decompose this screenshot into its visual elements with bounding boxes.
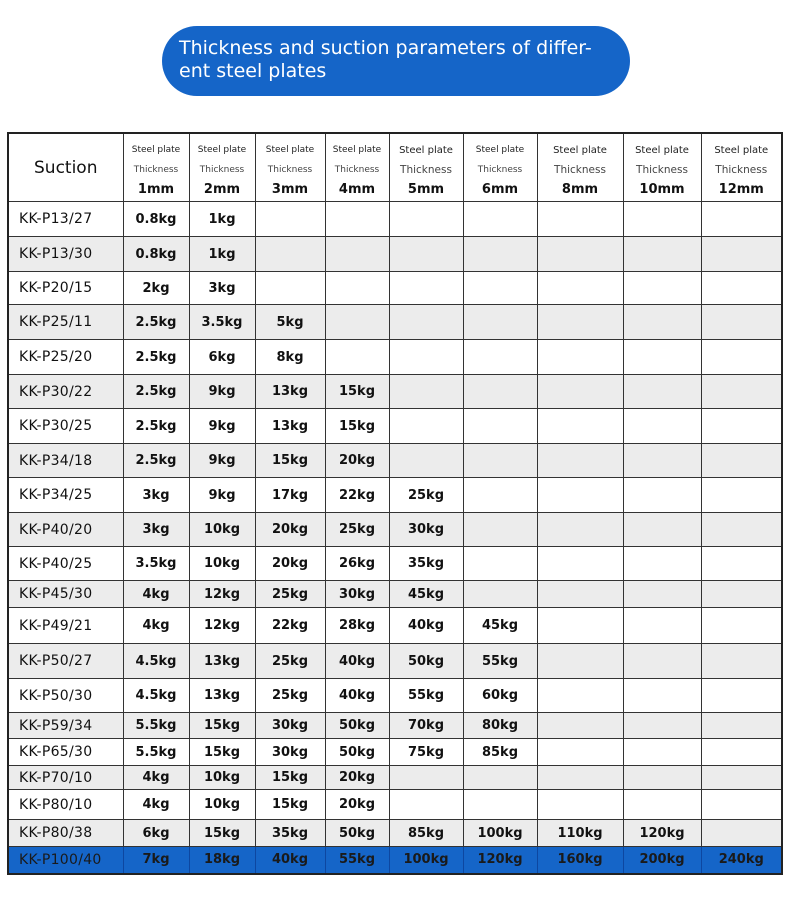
suction-value-cell: [255, 272, 325, 305]
suction-value-cell: 9kg: [189, 375, 255, 409]
suction-value-cell: [537, 547, 623, 581]
suction-value-cell: 2.5kg: [123, 444, 189, 478]
suction-value-cell: [463, 272, 537, 305]
suction-value-cell: 18kg: [189, 847, 255, 874]
model-cell: KK-P25/20: [8, 340, 123, 375]
suction-value-cell: 55kg: [463, 644, 537, 679]
suction-value-cell: [463, 375, 537, 409]
suction-value-cell: 15kg: [325, 409, 389, 444]
suction-value-cell: 15kg: [189, 739, 255, 766]
model-cell: KK-P30/22: [8, 375, 123, 409]
suction-value-cell: [537, 766, 623, 790]
suction-value-cell: 10kg: [189, 766, 255, 790]
suction-value-cell: 8kg: [255, 340, 325, 375]
table-row: [8, 644, 782, 679]
suction-value-cell: 5.5kg: [123, 713, 189, 739]
header-line1: Steel plate: [714, 145, 769, 156]
suction-table: [7, 132, 783, 875]
suction-value-cell: 15kg: [189, 713, 255, 739]
suction-value-cell: [463, 409, 537, 444]
table-row: [8, 679, 782, 713]
suction-value-cell: 3.5kg: [123, 547, 189, 581]
header-line1: Steel plate: [197, 145, 247, 155]
suction-value-cell: 240kg: [701, 847, 782, 874]
suction-value-cell: 4kg: [123, 766, 189, 790]
suction-value-cell: [623, 739, 701, 766]
suction-value-cell: [701, 644, 782, 679]
suction-value-cell: 3kg: [123, 513, 189, 547]
suction-value-cell: 15kg: [189, 820, 255, 847]
suction-value-cell: [463, 790, 537, 820]
suction-value-cell: [537, 444, 623, 478]
suction-value-cell: [623, 608, 701, 644]
suction-value-cell: 100kg: [463, 820, 537, 847]
suction-value-cell: [537, 739, 623, 766]
suction-value-cell: 75kg: [389, 739, 463, 766]
thickness-header-2mm: [189, 133, 255, 202]
model-cell: KK-P40/25: [8, 547, 123, 581]
header-line1: Steel plate: [475, 145, 525, 155]
suction-value-cell: 10kg: [189, 513, 255, 547]
header-line2: Thickness: [267, 165, 313, 175]
suction-value-cell: 120kg: [623, 820, 701, 847]
suction-value-cell: 13kg: [189, 644, 255, 679]
suction-value-cell: 6kg: [189, 340, 255, 375]
suction-value-cell: [463, 581, 537, 608]
thickness-header-12mm: [701, 133, 782, 202]
table-row: [8, 237, 782, 272]
table-row: [8, 305, 782, 340]
page-title: Thickness and suction parameters of differ- ent steel plates: [162, 26, 630, 96]
suction-value-cell: [255, 237, 325, 272]
suction-value-cell: 40kg: [389, 608, 463, 644]
suction-value-cell: [463, 202, 537, 237]
suction-value-cell: [701, 272, 782, 305]
suction-value-cell: [389, 375, 463, 409]
thickness-header-5mm: [389, 133, 463, 202]
suction-value-cell: [463, 340, 537, 375]
header-thickness: 8mm: [561, 182, 599, 197]
table-row-highlight: [8, 847, 782, 874]
suction-value-cell: [537, 237, 623, 272]
suction-value-cell: [701, 679, 782, 713]
table-row: [8, 790, 782, 820]
header-line2: Thickness: [199, 165, 245, 175]
suction-value-cell: [537, 340, 623, 375]
model-cell: KK-P65/30: [8, 739, 123, 766]
suction-value-cell: [463, 237, 537, 272]
suction-value-cell: 15kg: [255, 444, 325, 478]
suction-value-cell: [701, 820, 782, 847]
model-cell: KK-P34/25: [8, 478, 123, 513]
suction-value-cell: 25kg: [389, 478, 463, 513]
suction-value-cell: 120kg: [463, 847, 537, 874]
table-row: [8, 713, 782, 739]
table-row: [8, 608, 782, 644]
suction-value-cell: [623, 444, 701, 478]
suction-value-cell: 13kg: [189, 679, 255, 713]
header-line2: Thickness: [133, 165, 179, 175]
table-row: [8, 340, 782, 375]
header-line2: Thickness: [715, 164, 768, 176]
suction-value-cell: [623, 766, 701, 790]
suction-value-cell: [325, 202, 389, 237]
model-cell: KK-P59/34: [8, 713, 123, 739]
suction-value-cell: [537, 513, 623, 547]
header-line1: Steel plate: [131, 145, 181, 155]
suction-header: Suction: [8, 133, 123, 202]
suction-value-cell: [623, 202, 701, 237]
suction-value-cell: 10kg: [189, 547, 255, 581]
suction-value-cell: [389, 202, 463, 237]
suction-value-cell: 35kg: [255, 820, 325, 847]
suction-value-cell: 3.5kg: [189, 305, 255, 340]
suction-value-cell: 15kg: [325, 375, 389, 409]
suction-value-cell: [701, 547, 782, 581]
suction-value-cell: 20kg: [325, 790, 389, 820]
suction-value-cell: 40kg: [325, 644, 389, 679]
suction-value-cell: 2.5kg: [123, 305, 189, 340]
suction-value-cell: [623, 237, 701, 272]
header-thickness: 2mm: [203, 182, 241, 197]
header-thickness: 12mm: [718, 182, 764, 197]
suction-value-cell: 20kg: [255, 547, 325, 581]
header-line2: Thickness: [477, 165, 523, 175]
suction-value-cell: [537, 790, 623, 820]
suction-value-cell: 70kg: [389, 713, 463, 739]
suction-value-cell: 26kg: [325, 547, 389, 581]
suction-value-cell: [701, 444, 782, 478]
suction-value-cell: [701, 202, 782, 237]
suction-value-cell: 4kg: [123, 608, 189, 644]
suction-value-cell: [623, 581, 701, 608]
header-thickness: 4mm: [338, 182, 376, 197]
table-row: [8, 547, 782, 581]
suction-value-cell: [623, 679, 701, 713]
suction-value-cell: 30kg: [389, 513, 463, 547]
header-thickness: 5mm: [407, 182, 445, 197]
suction-value-cell: 45kg: [463, 608, 537, 644]
suction-value-cell: 20kg: [325, 766, 389, 790]
suction-value-cell: 25kg: [325, 513, 389, 547]
table-row: [8, 444, 782, 478]
model-cell: KK-P25/11: [8, 305, 123, 340]
suction-value-cell: 25kg: [255, 644, 325, 679]
suction-value-cell: 50kg: [325, 820, 389, 847]
suction-value-cell: [463, 547, 537, 581]
suction-value-cell: 0.8kg: [123, 237, 189, 272]
suction-value-cell: [463, 513, 537, 547]
suction-value-cell: 28kg: [325, 608, 389, 644]
suction-value-cell: 45kg: [389, 581, 463, 608]
table-row: [8, 272, 782, 305]
suction-value-cell: 40kg: [255, 847, 325, 874]
header-thickness: 1mm: [137, 182, 175, 197]
suction-value-cell: 3kg: [123, 478, 189, 513]
suction-value-cell: 1kg: [189, 202, 255, 237]
suction-value-cell: 9kg: [189, 409, 255, 444]
model-cell: KK-P34/18: [8, 444, 123, 478]
suction-value-cell: 9kg: [189, 478, 255, 513]
model-cell: KK-P70/10: [8, 766, 123, 790]
model-cell: KK-P20/15: [8, 272, 123, 305]
thickness-header-3mm: [255, 133, 325, 202]
thickness-header-4mm: [325, 133, 389, 202]
suction-value-cell: [463, 766, 537, 790]
suction-value-cell: 20kg: [325, 444, 389, 478]
suction-value-cell: 4kg: [123, 581, 189, 608]
suction-value-cell: 60kg: [463, 679, 537, 713]
suction-value-cell: 12kg: [189, 608, 255, 644]
table-row: [8, 766, 782, 790]
model-cell: KK-P45/30: [8, 581, 123, 608]
suction-value-cell: [389, 409, 463, 444]
table-row: [8, 409, 782, 444]
suction-value-cell: [701, 790, 782, 820]
suction-value-cell: 6kg: [123, 820, 189, 847]
suction-value-cell: [389, 340, 463, 375]
table-body: [8, 202, 782, 874]
suction-value-cell: [701, 608, 782, 644]
model-cell: KK-P80/38: [8, 820, 123, 847]
suction-value-cell: [701, 305, 782, 340]
suction-value-cell: [537, 581, 623, 608]
suction-value-cell: 30kg: [255, 713, 325, 739]
thickness-header-10mm: [623, 133, 701, 202]
suction-value-cell: 10kg: [189, 790, 255, 820]
suction-value-cell: 2.5kg: [123, 375, 189, 409]
model-cell: KK-P100/40: [8, 847, 123, 874]
suction-value-cell: 55kg: [389, 679, 463, 713]
suction-value-cell: 30kg: [325, 581, 389, 608]
model-cell: KK-P13/27: [8, 202, 123, 237]
model-cell: KK-P49/21: [8, 608, 123, 644]
suction-value-cell: 3kg: [189, 272, 255, 305]
suction-value-cell: [325, 305, 389, 340]
suction-value-cell: [701, 409, 782, 444]
suction-value-cell: [537, 202, 623, 237]
suction-value-cell: [325, 237, 389, 272]
suction-value-cell: 0.8kg: [123, 202, 189, 237]
model-cell: KK-P80/10: [8, 790, 123, 820]
suction-value-cell: 160kg: [537, 847, 623, 874]
header-thickness: 3mm: [271, 182, 309, 197]
suction-value-cell: [537, 305, 623, 340]
header-line2: Thickness: [400, 164, 452, 176]
suction-value-cell: 22kg: [255, 608, 325, 644]
suction-value-cell: 9kg: [189, 444, 255, 478]
header-line2: Thickness: [554, 164, 606, 176]
suction-value-cell: 50kg: [389, 644, 463, 679]
suction-value-cell: [623, 305, 701, 340]
suction-value-cell: [463, 305, 537, 340]
suction-value-cell: 5kg: [255, 305, 325, 340]
suction-value-cell: 2.5kg: [123, 409, 189, 444]
suction-value-cell: 20kg: [255, 513, 325, 547]
suction-value-cell: [537, 409, 623, 444]
suction-value-cell: [701, 739, 782, 766]
table-row: [8, 513, 782, 547]
suction-value-cell: [623, 478, 701, 513]
suction-value-cell: 50kg: [325, 739, 389, 766]
suction-value-cell: 4.5kg: [123, 644, 189, 679]
header-thickness: 10mm: [639, 182, 685, 197]
suction-value-cell: 13kg: [255, 409, 325, 444]
suction-value-cell: 1kg: [189, 237, 255, 272]
thickness-header-6mm: [463, 133, 537, 202]
model-cell: KK-P13/30: [8, 237, 123, 272]
suction-value-cell: 4.5kg: [123, 679, 189, 713]
thickness-header-8mm: [537, 133, 623, 202]
header-line1: Steel plate: [265, 145, 315, 155]
header-line1: Steel plate: [635, 145, 689, 156]
suction-value-cell: [325, 340, 389, 375]
suction-value-cell: 40kg: [325, 679, 389, 713]
thickness-header-1mm: [123, 133, 189, 202]
header-line1: Steel plate: [553, 145, 607, 156]
suction-value-cell: 17kg: [255, 478, 325, 513]
suction-value-cell: [701, 766, 782, 790]
suction-value-cell: [537, 272, 623, 305]
suction-value-cell: [537, 478, 623, 513]
suction-value-cell: 30kg: [255, 739, 325, 766]
table-row: [8, 202, 782, 237]
suction-value-cell: [623, 272, 701, 305]
suction-value-cell: [623, 713, 701, 739]
suction-value-cell: 12kg: [189, 581, 255, 608]
suction-value-cell: [537, 679, 623, 713]
suction-value-cell: [389, 790, 463, 820]
header-row: [8, 133, 782, 202]
suction-value-cell: 2kg: [123, 272, 189, 305]
table-row: [8, 739, 782, 766]
suction-value-cell: [537, 644, 623, 679]
suction-value-cell: [255, 202, 325, 237]
table-row: [8, 820, 782, 847]
suction-value-cell: [623, 340, 701, 375]
suction-value-cell: 25kg: [255, 581, 325, 608]
suction-value-cell: [701, 478, 782, 513]
suction-value-cell: [701, 581, 782, 608]
suction-value-cell: [537, 608, 623, 644]
suction-value-cell: 55kg: [325, 847, 389, 874]
suction-value-cell: [623, 644, 701, 679]
suction-value-cell: 25kg: [255, 679, 325, 713]
table-row: [8, 478, 782, 513]
suction-value-cell: 200kg: [623, 847, 701, 874]
suction-value-cell: [701, 340, 782, 375]
header-line1: Steel plate: [399, 145, 453, 156]
table-row: [8, 581, 782, 608]
suction-value-cell: 35kg: [389, 547, 463, 581]
suction-value-cell: 100kg: [389, 847, 463, 874]
suction-value-cell: [463, 478, 537, 513]
suction-value-cell: 13kg: [255, 375, 325, 409]
suction-value-cell: [623, 790, 701, 820]
suction-value-cell: [389, 444, 463, 478]
header-line2: Thickness: [636, 164, 688, 176]
suction-value-cell: [701, 513, 782, 547]
suction-value-cell: [537, 375, 623, 409]
model-cell: KK-P50/30: [8, 679, 123, 713]
suction-value-cell: [463, 444, 537, 478]
model-cell: KK-P50/27: [8, 644, 123, 679]
suction-value-cell: 50kg: [325, 713, 389, 739]
suction-value-cell: [537, 713, 623, 739]
suction-value-cell: [701, 375, 782, 409]
suction-value-cell: [701, 237, 782, 272]
suction-value-cell: 85kg: [389, 820, 463, 847]
model-cell: KK-P40/20: [8, 513, 123, 547]
header-line2: Thickness: [334, 165, 380, 175]
suction-value-cell: [623, 375, 701, 409]
header-thickness: 6mm: [481, 182, 519, 197]
suction-value-cell: [325, 272, 389, 305]
header-line1: Steel plate: [332, 145, 382, 155]
suction-value-cell: 22kg: [325, 478, 389, 513]
suction-value-cell: 80kg: [463, 713, 537, 739]
suction-value-cell: [389, 237, 463, 272]
suction-value-cell: 7kg: [123, 847, 189, 874]
suction-value-cell: 4kg: [123, 790, 189, 820]
suction-value-cell: 5.5kg: [123, 739, 189, 766]
suction-value-cell: [389, 305, 463, 340]
table-row: [8, 375, 782, 409]
model-cell: KK-P30/25: [8, 409, 123, 444]
suction-value-cell: [389, 766, 463, 790]
suction-value-cell: [701, 713, 782, 739]
suction-value-cell: [389, 272, 463, 305]
suction-value-cell: 2.5kg: [123, 340, 189, 375]
suction-value-cell: 110kg: [537, 820, 623, 847]
suction-value-cell: [623, 513, 701, 547]
suction-value-cell: 15kg: [255, 790, 325, 820]
suction-value-cell: 85kg: [463, 739, 537, 766]
suction-value-cell: [623, 547, 701, 581]
suction-value-cell: 15kg: [255, 766, 325, 790]
suction-value-cell: [623, 409, 701, 444]
